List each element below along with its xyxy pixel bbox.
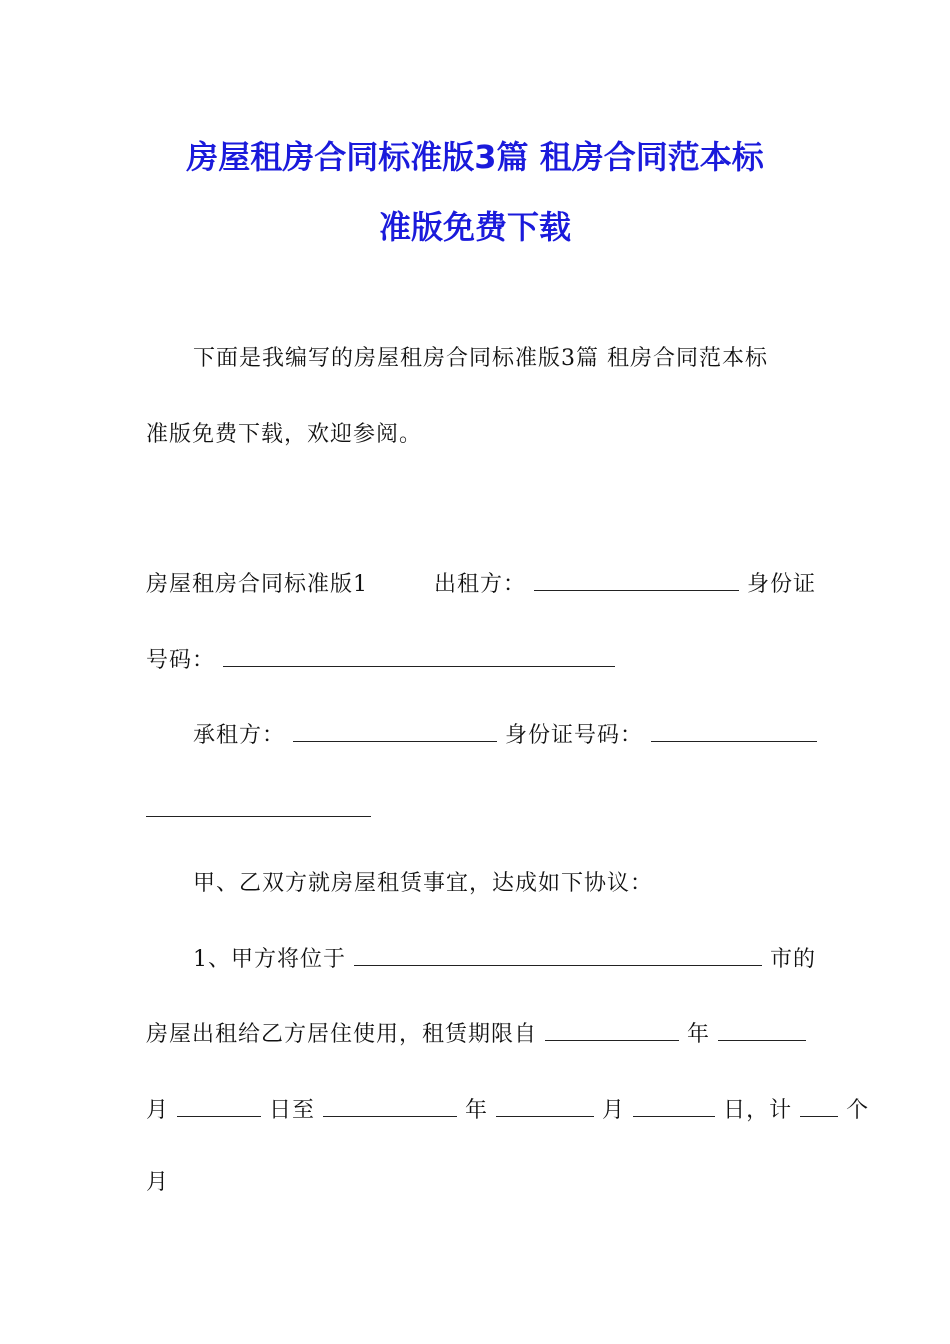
day-to-label: 日至 [269, 1098, 316, 1123]
title-line-2: 准版免费下载 [378, 208, 571, 246]
title-line-1: 房屋租房合同标准版3篇 租房合同范本标 [186, 138, 764, 176]
lessee-id-blank-continued[interactable] [146, 794, 371, 817]
clause-1-start: 1、甲方将位于 [193, 947, 346, 972]
intro-line-1: 下面是我编写的房屋租房合同标准版3篇 租房合同范本标 [193, 346, 768, 371]
id-label-part1: 身份证 [747, 572, 817, 597]
start-year-blank[interactable] [545, 1018, 679, 1041]
clause-1-line-1 [193, 943, 816, 975]
year-label: 年 [687, 1022, 711, 1047]
lessee-blank[interactable] [293, 719, 497, 742]
unit-ge-label: 个 [846, 1098, 870, 1123]
day-total-label: 日，计 [723, 1098, 793, 1123]
lessor-id-line [146, 644, 615, 676]
clause-1-line-3 [146, 1094, 869, 1126]
end-month-label: 月 [602, 1098, 626, 1123]
lessee-id-label: 身份证号码： [505, 723, 644, 748]
end-year-label: 年 [465, 1098, 489, 1123]
agreement-line: 甲、乙双方就房屋租赁事宜，达成如下协议： [193, 871, 654, 896]
contract-heading: 房屋租房合同标准版1 [146, 572, 368, 597]
lessor-id-blank[interactable] [223, 644, 615, 667]
lessor-blank[interactable] [534, 568, 739, 591]
total-months-blank[interactable] [800, 1094, 838, 1117]
start-day-blank[interactable] [177, 1094, 261, 1117]
address-blank[interactable] [354, 943, 762, 966]
clause-1-line2-text: 房屋出租给乙方居住使用，租赁期限自 [146, 1022, 538, 1047]
end-month-blank[interactable] [496, 1094, 594, 1117]
end-day-blank[interactable] [633, 1094, 715, 1117]
lessor-label: 出租方： [434, 572, 527, 597]
lessee-id-blank[interactable] [651, 719, 817, 742]
lessee-label: 承租方： [193, 723, 286, 748]
contract-heading-line [146, 568, 816, 600]
start-month-blank[interactable] [718, 1018, 806, 1041]
start-month-label: 月 [146, 1098, 170, 1123]
clause-1-line-4: 月 [146, 1170, 170, 1195]
lessee-id-continuation [146, 794, 371, 826]
lessee-line [193, 719, 817, 751]
clause-1-city: 市的 [770, 947, 817, 972]
end-year-blank[interactable] [323, 1094, 457, 1117]
intro-line-2: 准版免费下载，欢迎参阅。 [146, 422, 423, 447]
id-label-part2: 号码： [146, 648, 216, 673]
clause-1-line-2 [146, 1018, 806, 1050]
